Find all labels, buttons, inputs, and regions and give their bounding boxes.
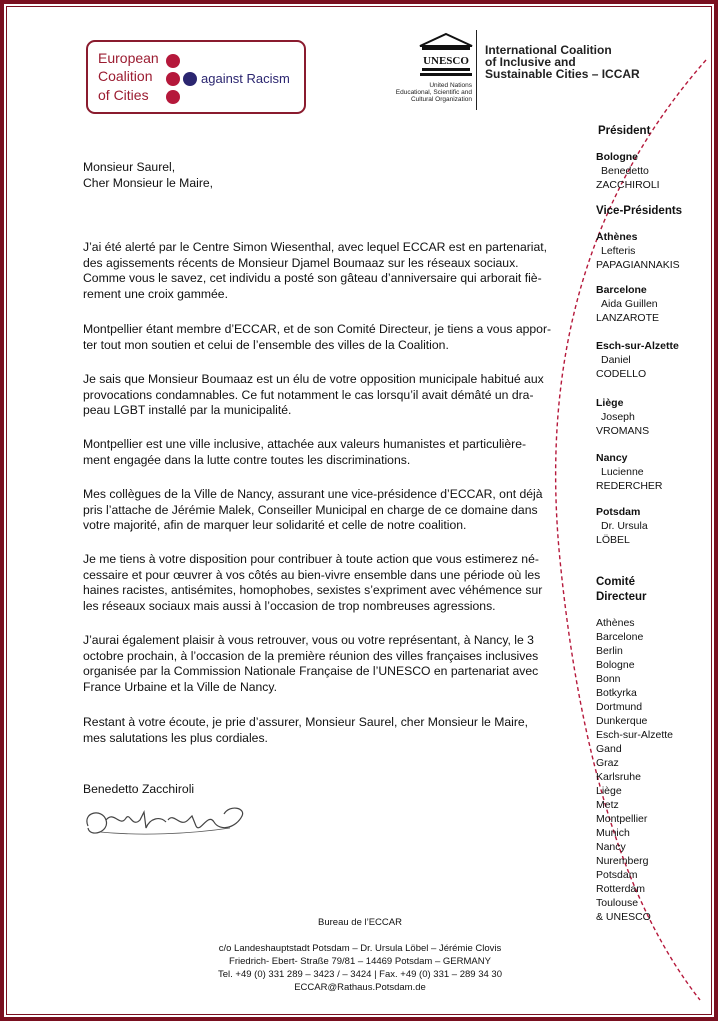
committee-item: Rotterdam <box>596 883 646 895</box>
vice-last: LÖBEL <box>596 534 630 546</box>
logo-line-2: Coalition <box>98 68 153 84</box>
committee-item: & UNESCO <box>596 911 651 923</box>
vice-last: VROMANS <box>596 425 650 437</box>
vice-city: Nancy <box>596 452 628 464</box>
unesco-temple-icon <box>418 32 474 80</box>
handwritten-signature <box>80 798 250 848</box>
committee-item: Montpellier <box>596 813 648 825</box>
paragraph-6: Je me tiens à votre disposition pour contribuer à toute action que vous estimerez né- cessaire et pour œuvrer à vos côtés au bien-vivre ensemble dans une période où les haines racistes, antisémites, homophobes, sexistes s’expriment avec véhémence sur les réseaux sociaux mais aussi à l’occasion de trop nombreuses agressions. <box>83 552 543 613</box>
president-last: ZACCHIROLI <box>596 179 660 191</box>
header-divider <box>476 30 477 110</box>
committee-item: Berlin <box>596 645 623 657</box>
logo-dot-red-top <box>166 54 180 68</box>
iccar-title-3: Sustainable Cities – ICCAR <box>485 67 640 81</box>
committee-item: Nancy <box>596 841 626 853</box>
committee-item: Liège <box>596 785 622 797</box>
committee-item: Toulouse <box>596 897 639 909</box>
vice-first: Joseph <box>601 411 635 423</box>
paragraph-1: J’ai été alerté par le Centre Simon Wiesenthal, avec lequel ECCAR est en partenariat, des agissements récents de Monsieur Djamel Boumaaz sur les réseaux sociaux. Comme vous le savez, cet individu a posté son gâteau d’anniversaire qui arborait fiè- rement une croix gammée. <box>83 240 548 301</box>
committee-item: Nuremberg <box>596 855 649 867</box>
footer-address-1: c/o Landeshauptstadt Potsdam – Dr. Ursula Löbel – Jérémie Clovis <box>218 943 502 954</box>
committee-heading-2: Directeur <box>596 591 647 603</box>
vice-first: Dr. Ursula <box>601 520 648 532</box>
footer-bureau: Bureau de l’ECCAR <box>318 917 402 928</box>
vice-first: Aida Guillen <box>601 298 658 310</box>
iccar-title-1: International Coalition <box>485 43 612 57</box>
iccar-title <box>485 44 640 80</box>
committee-item: Karlsruhe <box>596 771 641 783</box>
committee-item: Gand <box>596 743 622 755</box>
vice-last: LANZAROTE <box>596 312 660 324</box>
committee-item: Munich <box>596 827 630 839</box>
committee-list <box>596 616 673 924</box>
vice-city: Liège <box>596 397 624 409</box>
paragraph-4: Montpellier est une ville inclusive, attachée aux valeurs humanistes et particulière- ment engagée dans la lutte contre toutes les discriminations. <box>83 437 527 467</box>
vice-last: PAPAGIANNAKIS <box>596 259 680 271</box>
logo-dot-blue <box>183 72 197 86</box>
logo-line-3: of Cities <box>98 87 149 103</box>
logo-line-1: European <box>98 50 159 66</box>
logo-tagline: against Racism <box>201 71 290 86</box>
salutation-1: Monsieur Saurel, <box>83 160 176 174</box>
president-first: Benedetto <box>601 165 649 177</box>
vice-city: Esch-sur-Alzette <box>596 340 679 352</box>
vice-city: Athènes <box>596 231 638 243</box>
committee-item: Bonn <box>596 673 621 685</box>
unesco-caption <box>380 82 472 103</box>
unesco-caption-3: Cultural Organization <box>410 96 472 103</box>
committee-item: Metz <box>596 799 619 811</box>
committee-item: Bologne <box>596 659 635 671</box>
footer-email: ECCAR@Rathaus.Potsdam.de <box>294 982 426 993</box>
committee-item: Botkyrka <box>596 687 637 699</box>
committee-item: Dortmund <box>596 701 643 713</box>
eccar-logo <box>86 40 306 114</box>
committee-item: Barcelone <box>596 631 644 643</box>
iccar-title-2: of Inclusive and <box>485 55 576 69</box>
paragraph-5: Mes collègues de la Ville de Nancy, assurant une vice-présidence d’ECCAR, ont déjà pris l’attache de Jérémie Malek, Conseiller Municipal en charge de ce domaine dans votre majorité, afin de marquer leur solidarité et celle de notre coalition. <box>83 487 543 532</box>
footer-address-2: Friedrich- Ebert- Straße 79/81 – 14469 Potsdam – GERMANY <box>229 956 491 967</box>
unesco-logo <box>380 30 480 110</box>
committee-item: Dunkerque <box>596 715 648 727</box>
vice-first: Lefteris <box>601 245 636 257</box>
logo-dot-red-bottom <box>166 90 180 104</box>
signatory-name: Benedetto Zacchiroli <box>83 782 195 796</box>
logo-dot-red-mid <box>166 72 180 86</box>
vice-last: REDERCHER <box>596 480 663 492</box>
committee-heading-1: Comité <box>596 576 635 588</box>
paragraph-8: Restant à votre écoute, je prie d’assurer, Monsieur Saurel, cher Monsieur le Maire, mes salutations les plus cordiales. <box>83 715 529 745</box>
unesco-caption-1: United Nations <box>429 82 472 89</box>
unesco-wordmark: UNESCO <box>423 55 469 67</box>
president-heading: Président <box>598 125 651 137</box>
footer-phone: Tel. +49 (0) 331 289 – 3423 / – 3424 | Fax. +49 (0) 331 – 289 34 30 <box>218 969 502 980</box>
vice-city: Potsdam <box>596 506 641 518</box>
paragraph-2: Montpellier étant membre d’ECCAR, et de son Comité Directeur, je tiens a vous appor- ter tout mon soutien et celui de l’ensemble des villes de la Coalition. <box>83 322 552 352</box>
vice-heading: Vice-Présidents <box>596 205 683 217</box>
unesco-caption-2: Educational, Scientific and <box>395 89 472 96</box>
committee-item: Athènes <box>596 617 635 629</box>
salutation-2: Cher Monsieur le Maire, <box>83 176 214 190</box>
vice-first: Daniel <box>601 354 631 366</box>
vice-first: Lucienne <box>601 466 644 478</box>
committee-item: Graz <box>596 757 619 769</box>
vice-city: Barcelone <box>596 284 647 296</box>
vice-last: CODELLO <box>596 368 647 380</box>
committee-item: Esch-sur-Alzette <box>596 729 674 741</box>
paragraph-7: J’aurai également plaisir à vous retrouver, vous ou votre représentant, à Nancy, le 3 octobre prochain, à l’occasion de la première réunion des villes françaises inclusives organisée par la Commission Nationale Française de l’UNESCO en partenariat avec France Urbaine et la Ville de Nancy. <box>83 633 539 694</box>
paragraph-3: Je sais que Monsieur Boumaaz est un élu de votre opposition municipale habitué aux provocations condamnables. Ce fut notamment le cas lorsqu’il avait démâté un dra- peau LGBT installé par la municipalité. <box>83 372 544 417</box>
president-city: Bologne <box>596 151 638 163</box>
committee-item: Potsdam <box>596 869 638 881</box>
